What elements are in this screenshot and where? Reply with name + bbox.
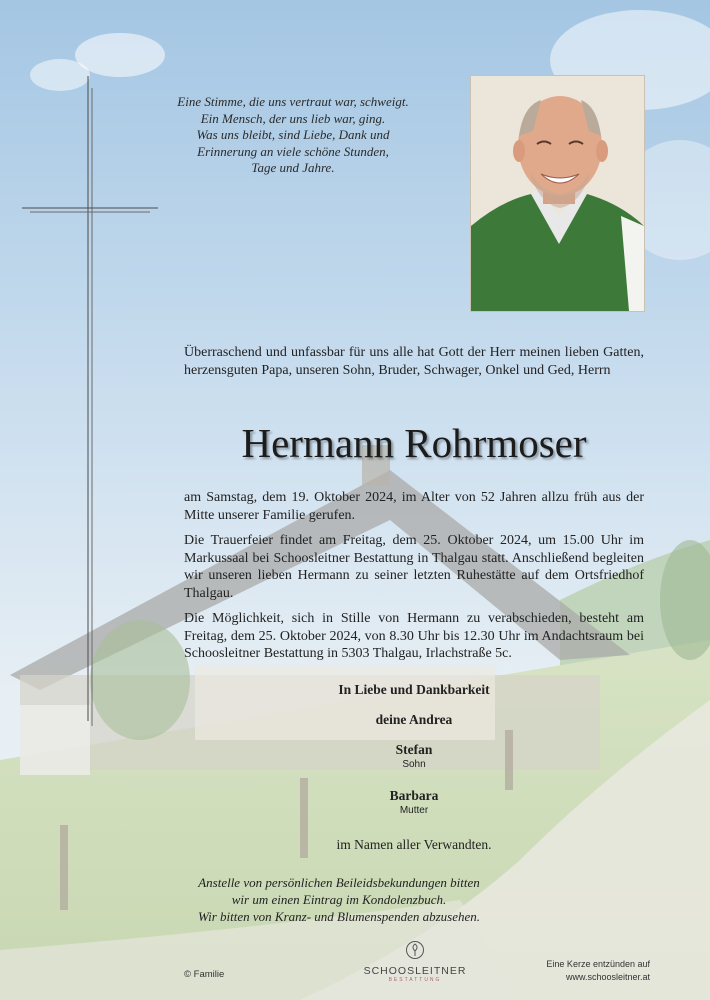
logo-subtitle: BESTATTUNG <box>388 977 442 983</box>
closing-line: Anstelle von persönlichen Beileidsbekundungen bitten <box>198 875 480 890</box>
cross-icon <box>20 76 160 726</box>
signature-mother-relation: Mutter <box>399 805 429 816</box>
funeral-paragraph: Die Trauerfeier findet am Freitag, dem 25. Oktober 2024, um 15.00 Uhr im Markussaal bei Schoosleitner Bestattung in Thalgau statt. Anschließend begleiten wir unseren lieben Hermann zu seiner letzten Ruhestätte auf dem Ortsfriedhof Thalgau. <box>184 533 644 601</box>
deceased-name: Hermann Rohrmoser <box>241 420 587 466</box>
closing-line: Wir bitten von Kranz- und Blumenspenden abzusehen. <box>198 909 480 924</box>
closing-line: wir um einen Eintrag im Kondolenzbuch. <box>231 892 447 907</box>
signature-son-relation: Sohn <box>402 759 426 770</box>
logo-name: SCHOOSLEITNER <box>363 965 467 977</box>
candle-notice <box>525 958 650 984</box>
signature-mother-name: Barbara <box>389 788 439 803</box>
portrait-photo <box>470 75 645 312</box>
signature-relatives: im Namen aller Verwandten. <box>336 837 492 852</box>
poem-line: Was uns bleibt, sind Liebe, Dank und <box>196 127 390 142</box>
signature-wife: deine Andrea <box>375 712 453 727</box>
poem-line: Ein Mensch, der uns lieb war, ging. <box>200 110 386 126</box>
candle-text: Eine Kerze entzünden auf <box>546 959 650 969</box>
photo-copyright: © Familie <box>184 969 225 980</box>
signature-line: In Liebe und Dankbarkeit <box>338 682 490 697</box>
rose-icon <box>405 940 425 960</box>
death-date-paragraph: am Samstag, dem 19. Oktober 2024, im Alter von 52 Jahren allzu früh aus der Mitte unserer Familie gerufen. <box>184 490 644 523</box>
poem <box>150 94 436 177</box>
poem-line: Erinnerung an viele schöne Stunden, <box>197 143 389 159</box>
website-link[interactable]: www.schoosleitner.at <box>565 972 650 982</box>
closing-request <box>184 874 494 925</box>
company-logo <box>360 940 470 983</box>
signature-son-name: Stefan <box>395 742 433 757</box>
poem-line: Eine Stimme, die uns vertraut war, schweigt. <box>177 94 409 109</box>
farewell-paragraph: Die Möglichkeit, sich in Stille von Hermann zu verabschieden, besteht am Freitag, dem 25. Oktober 2024, von 8.30 Uhr bis 12.30 Uhr im Andachtsraum bei Schoosleitner Bestattung in 5303 Thalgau, Irlachstraße 5c. <box>184 611 644 661</box>
intro-text: Überraschend und unfassbar für uns alle hat Gott der Herr meinen lieben Gatten, herzensguten Papa, unseren Sohn, Bruder, Schwager, Onkel und Ged, Herrn <box>184 345 644 378</box>
poem-line: Tage und Jahre. <box>251 160 335 175</box>
